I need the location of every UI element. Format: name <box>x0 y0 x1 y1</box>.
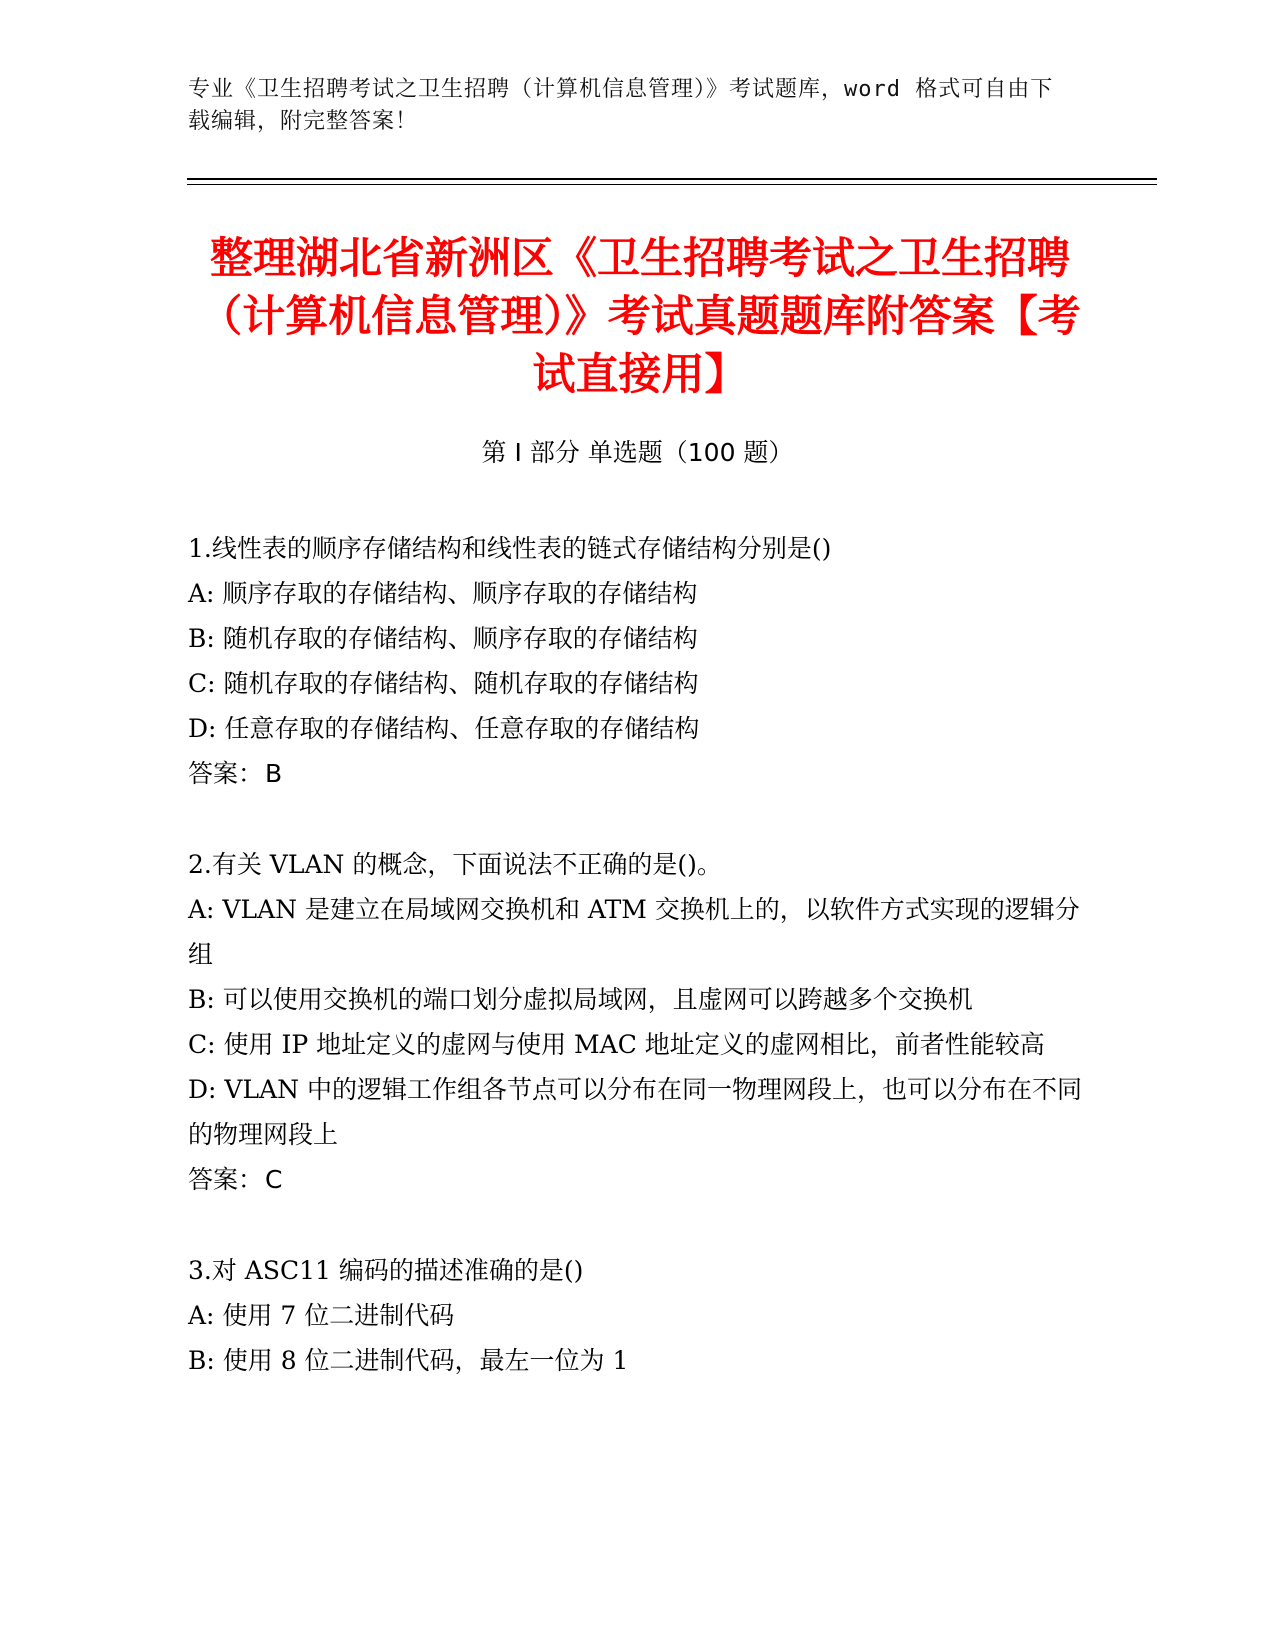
header-divider-thick <box>187 178 1157 180</box>
question-item <box>188 1248 1088 1383</box>
header-divider-thin <box>187 184 1157 185</box>
question-stem: 3.对 ASC11 编码的描述准确的是() <box>188 1256 584 1285</box>
answer-option: C: 使用 IP 地址定义的虚网与使用 MAC 地址定义的虚网相比，前者性能较高 <box>188 1030 1045 1059</box>
header-note: 专业《卫生招聘考试之卫生招聘（计算机信息管理）》考试题库，word 格式可自由下载编辑，附完整答案！ <box>188 77 1054 134</box>
answer-label: 答案： <box>188 759 264 788</box>
answer-option: A: 顺序存取的存储结构、顺序存取的存储结构 <box>188 579 698 608</box>
answer-option: D: 任意存取的存储结构、任意存取的存储结构 <box>188 714 700 743</box>
answer-line <box>188 1157 1088 1202</box>
answer-option: B: 随机存取的存储结构、顺序存取的存储结构 <box>188 624 698 653</box>
question-list <box>188 526 1088 1429</box>
answer-option: A: 使用 7 位二进制代码 <box>188 1301 455 1330</box>
answer-option: D: VLAN 中的逻辑工作组各节点可以分布在同一物理网段上，也可以分布在不同的物理网段上 <box>188 1075 1082 1149</box>
question-item <box>188 526 1088 796</box>
question-item <box>188 842 1088 1202</box>
answer-label: 答案： <box>188 1165 264 1194</box>
question-stem: 1.线性表的顺序存储结构和线性表的链式存储结构分别是() <box>188 534 832 563</box>
question-stem: 2.有关 VLAN 的概念，下面说法不正确的是()。 <box>188 850 722 879</box>
section-title: 第 I 部分 单选题（100 题） <box>481 438 794 467</box>
answer-option: B: 可以使用交换机的端口划分虚拟局域网，且虚网可以跨越多个交换机 <box>188 985 973 1014</box>
answer-value: B <box>265 759 283 788</box>
answer-line <box>188 751 1088 796</box>
answer-value: C <box>265 1165 283 1194</box>
answer-option: C: 随机存取的存储结构、随机存取的存储结构 <box>188 669 699 698</box>
answer-option: A: VLAN 是建立在局域网交换机和 ATM 交换机上的，以软件方式实现的逻辑分组 <box>188 895 1080 969</box>
document-title: 整理湖北省新洲区《卫生招聘考试之卫生招聘（计算机信息管理）》考试真题题库附答案【考试直接用】 <box>199 234 1081 400</box>
answer-option: B: 使用 8 位二进制代码，最左一位为 1 <box>188 1346 629 1375</box>
